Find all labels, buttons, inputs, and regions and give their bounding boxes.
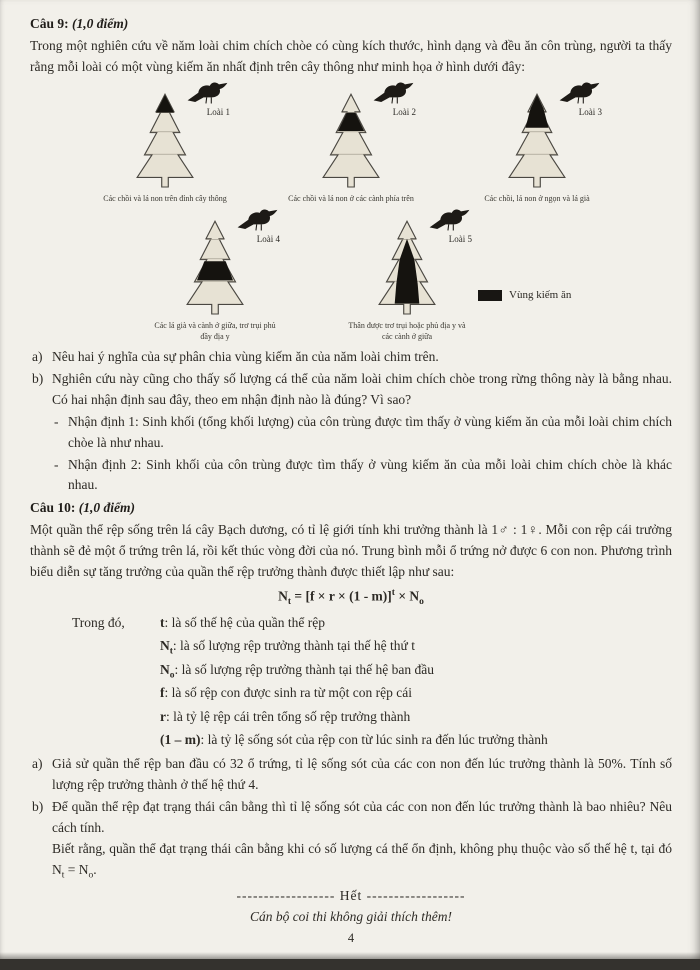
q9-item-a-text: Nêu hai ý nghĩa của sự phân chia vùng kiếm ăn của năm loài chim trên. — [52, 348, 439, 364]
q9-item-b — [30, 369, 672, 411]
q9-statement-2 — [52, 455, 672, 497]
q9-number: Câu 9: — [30, 16, 69, 31]
def-f-term: f — [160, 685, 165, 701]
pine-tree-4-icon — [174, 218, 256, 318]
note-text: Biết rằng, quần thể đạt trạng thái cân bằng khi có số lượng cá thể ổn định, không phụ thuộc vào số thế hệ t, tại đó — [52, 841, 672, 857]
definition-r — [160, 707, 672, 730]
scan-edge-fade — [0, 952, 700, 959]
def-r-text: : là tỷ lệ rệp cái trên tổng số rệp trưởng thành — [166, 708, 411, 724]
feeding-zone-legend-label: Vùng kiếm ăn — [509, 288, 572, 301]
species-figure-2 — [272, 81, 430, 204]
pine-tree-5-icon — [366, 218, 448, 318]
definition-nt — [160, 636, 672, 659]
q10-where-block — [72, 613, 672, 753]
species-4-caption: Các lá già và cành ở giữa, trơ trụi phủ đầy địa y — [154, 321, 276, 341]
def-no-term: N — [160, 661, 170, 677]
def-r-term: r — [160, 708, 166, 724]
page-number: 4 — [347, 931, 355, 946]
species-5-label: Loài 5 — [448, 234, 472, 245]
definition-1m — [160, 730, 672, 753]
species-5-caption: Thân được trơ trụi hoặc phủ địa y và các cành ở giữa — [348, 321, 466, 341]
def-no-sub: o — [169, 670, 175, 681]
bird-3-icon — [558, 79, 604, 105]
footer-note: Cán bộ coi thi không giải thích thêm! — [249, 909, 453, 925]
def-1m-text: : là tỷ lệ sống sót của rệp con từ lúc sinh ra đến lúc trưởng thành — [200, 732, 548, 748]
bird-1-icon — [186, 79, 232, 105]
end-marker: ------------------ Hết ------------------ — [236, 888, 466, 904]
feeding-zone-legend — [478, 287, 571, 304]
q10-definitions — [160, 613, 672, 753]
q10-item-a-text: Giả sử quần thể rệp ban đầu có 32 ổ trứng, tỉ lệ sống sót của các con non đến lúc trưởng thành là 50%. Tính số lượng rệp trưởng thành ở thế hệ thứ 4. — [52, 756, 672, 793]
def-1m-term: (1 – m) — [160, 732, 201, 748]
q10-points: (1,0 điểm) — [78, 500, 136, 516]
formula-exponent: t — [391, 588, 395, 599]
species-figure-1 — [86, 81, 244, 204]
formula-n1: N — [278, 588, 288, 604]
q9-statement-2-text: Nhận định 2: Sinh khối của côn trùng được tìm thấy ở vùng kiếm ăn của mỗi loài chim chích chòe là khác nhau. — [68, 456, 672, 493]
figure-row-1 — [30, 81, 672, 204]
where-label: Trong đó, — [72, 614, 125, 630]
q10-intro: Một quần thể rệp sống trên lá cây Bạch dương, có tỉ lệ giới tính khi trưởng thành là 1♂ : 1♀. Mỗi con rệp cái trưởng thành sẽ đẻ một ổ trứng trên lá, rồi kết thúc vòng đời của nó. Trung bình mỗi ổ trứng nở được 6 con non. Phương trình biểu diễn sự tăng trưởng của quần thể rệp trưởng thành được thiết lập như sau: — [30, 522, 672, 580]
q10-item-b-question: Để quần thể rệp đạt trạng thái cân bằng thì tỉ lệ sống sót của các con non đến lúc trưởng thành là bao nhiêu? Nêu cách tính. — [52, 799, 672, 836]
definition-no — [160, 660, 672, 683]
def-f-text: : là số rệp con được sinh ra từ một con rệp cái — [164, 685, 412, 701]
q9-statement-1-text: Nhận định 1: Sinh khối (tổng khối lượng) của côn trùng được tìm thấy ở vùng kiếm ăn của mỗi loài chim chích chòe là như nhau. — [68, 413, 672, 450]
note-period: . — [93, 862, 97, 878]
definition-t — [160, 613, 672, 636]
species-2-label: Loài 2 — [392, 106, 416, 117]
species-figure-5 — [328, 208, 486, 342]
q9-statement-1 — [52, 412, 672, 454]
def-nt-term: N — [160, 638, 170, 654]
q9-heading — [30, 14, 672, 35]
species-2-caption: Các chồi và lá non ở các cành phía trên — [288, 193, 414, 203]
pine-tree-2-icon — [310, 91, 392, 191]
species-3-caption: Các chồi, lá non ở ngọn và lá già — [484, 193, 590, 203]
species-3-label: Loài 3 — [578, 106, 602, 117]
q10-item-b-text — [52, 797, 672, 883]
formula-sub-t: t — [287, 597, 291, 608]
figure-feeding-zones — [30, 81, 672, 342]
question-9 — [30, 14, 672, 496]
formula-body: = [f × r × (1 - m)] — [291, 588, 392, 604]
question-10 — [30, 498, 672, 883]
species-1-label: Loài 1 — [206, 106, 230, 117]
bird-5-icon — [428, 206, 474, 232]
pine-tree-1-icon — [124, 91, 206, 191]
def-no-text: : là số lượng rệp trưởng thành tại thế hệ ban đầu — [174, 661, 434, 677]
q10-heading — [30, 498, 672, 519]
formula-n2: × N — [394, 588, 420, 604]
definition-f — [160, 683, 672, 706]
q9-points: (1,0 điểm) — [72, 16, 129, 31]
species-figure-3 — [458, 81, 616, 204]
note-equals: = N — [64, 862, 89, 878]
pine-tree-3-icon — [496, 91, 578, 191]
feeding-zone-swatch-icon — [478, 290, 502, 301]
q9-item-b-marker: b) — [32, 370, 44, 386]
species-figure-4 — [136, 208, 294, 342]
q10-item-b-marker: b) — [32, 799, 44, 815]
q10-item-a-marker: a) — [32, 756, 43, 772]
note-n1: N — [52, 862, 62, 878]
bird-2-icon — [372, 79, 418, 105]
q9-intro: Trong một nghiên cứu về năm loài chim chích chòe có cùng kích thước, hình dạng và đều ăn côn trùng, người ta thấy rằng mỗi loài có một vùng kiếm ăn nhất định trên cây thông như minh họa ở hình dưới đây: — [30, 37, 672, 74]
q9-item-a — [30, 347, 672, 368]
q9-item-a-marker: a) — [32, 348, 43, 364]
species-1-caption: Các chồi và lá non trên đỉnh cây thông — [103, 193, 227, 203]
note-sub-t: t — [61, 870, 65, 881]
formula-sub-o: o — [419, 597, 424, 608]
q10-item-a — [30, 754, 672, 796]
q10-number: Câu 10: — [30, 500, 76, 516]
def-nt-text: : là số lượng rệp trưởng thành tại thế hệ thứ t — [172, 638, 415, 654]
scan-edge-bottom — [0, 959, 700, 970]
note-sub-o: o — [88, 870, 94, 881]
def-t-term: t — [160, 614, 165, 630]
q9-statement-1-marker: - — [54, 413, 59, 429]
bird-4-icon — [236, 206, 282, 232]
def-t-text: : là số thế hệ của quần thể rệp — [164, 614, 325, 630]
q10-item-b — [30, 797, 672, 883]
q10-item-b-note — [52, 839, 672, 883]
growth-formula — [30, 586, 672, 610]
q9-item-b-text: Nghiên cứu này cũng cho thấy số lượng cá thể của năm loài chim chích chòe trong rừng thông này là bằng nhau. Có hai nhận định sau đây, theo em nhận định nào là đúng? Vì sao? — [52, 370, 672, 407]
species-4-label: Loài 4 — [256, 234, 280, 245]
def-nt-sub: t — [169, 647, 173, 658]
q9-statement-2-marker: - — [54, 456, 59, 472]
figure-row-2 — [0, 208, 632, 342]
